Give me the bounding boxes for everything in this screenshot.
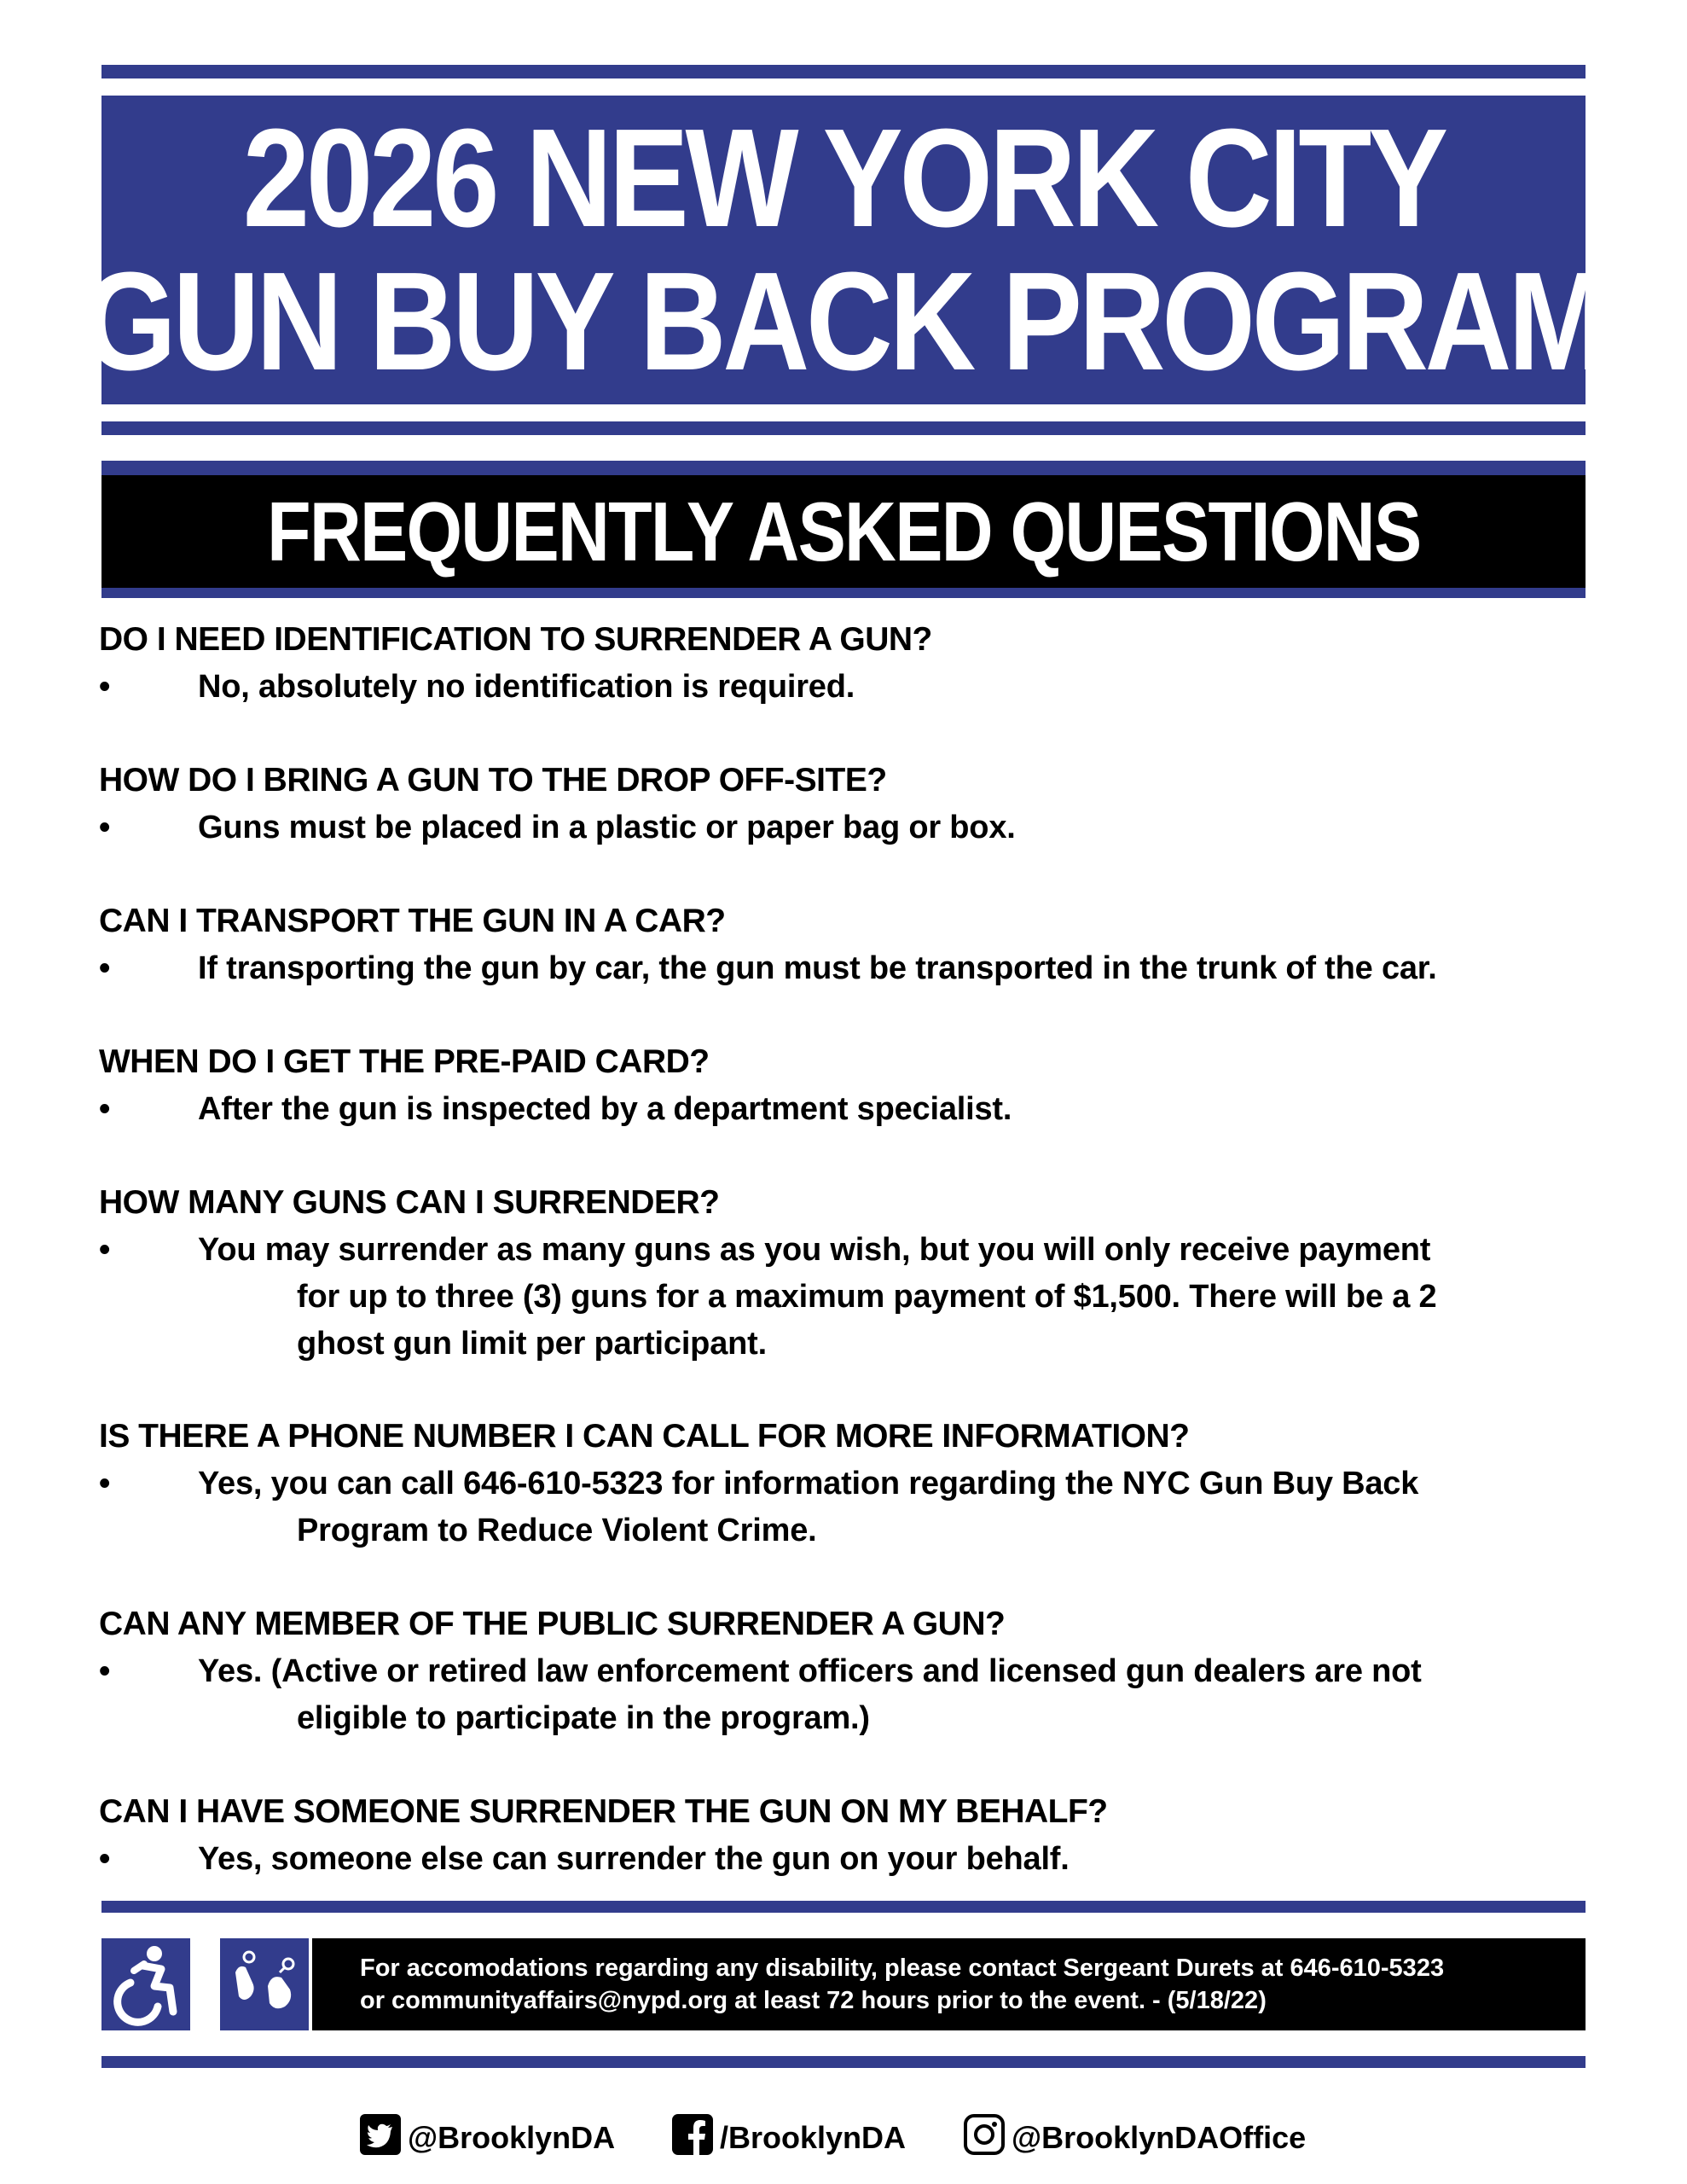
answer-line: After the gun is inspected by a department specialist. — [198, 1091, 1012, 1127]
social-twitter[interactable] — [360, 2114, 615, 2162]
footer-bottom-rule — [101, 2056, 1586, 2068]
faq-question: IS THERE A PHONE NUMBER I CAN CALL FOR MORE INFORMATION? — [99, 1418, 1190, 1455]
accessibility-line-1: For accomodations regarding any disability, please contact Sergeant Durets at 646-610-5323 — [360, 1955, 1445, 1982]
title-bottom-rule — [101, 421, 1586, 435]
faq-item — [99, 1788, 1108, 1883]
answer-line: ghost gun limit per participant. — [297, 1326, 767, 1362]
faq-answer — [99, 945, 1437, 992]
faq-answer — [99, 1086, 1012, 1133]
wheelchair-icon — [101, 1938, 190, 2030]
faq-top-rule — [101, 461, 1586, 475]
answer-line: Yes. (Active or retired law enforcement officers and licensed gun dealers are not — [198, 1653, 1422, 1689]
answer-line: You may surrender as many guns as you wish, but you will only receive payment — [198, 1232, 1431, 1268]
bullet: • — [99, 1091, 111, 1127]
faq-item — [99, 1413, 1418, 1554]
bullet: • — [99, 669, 111, 705]
faq-question: WHEN DO I GET THE PRE-PAID CARD? — [99, 1043, 710, 1080]
twitter-icon — [360, 2114, 401, 2163]
bullet: • — [99, 810, 111, 845]
faq-answer — [99, 1648, 1422, 1742]
social-facebook[interactable] — [672, 2114, 906, 2162]
faq-question: HOW MANY GUNS CAN I SURRENDER? — [99, 1184, 720, 1221]
answer-line: If transporting the gun by car, the gun must be transported in the trunk of the car. — [198, 950, 1437, 986]
faq-heading-banner — [101, 475, 1586, 588]
faq-question: HOW DO I BRING A GUN TO THE DROP OFF-SITE? — [99, 762, 887, 799]
facebook-icon — [672, 2114, 713, 2163]
faq-item — [99, 757, 1016, 851]
faq-item — [99, 1179, 1436, 1368]
faq-answer — [99, 1836, 1108, 1883]
faq-bottom-rule — [101, 588, 1586, 598]
bullet: • — [99, 1466, 111, 1502]
sign-language-icon — [220, 1938, 309, 2030]
faq-item — [99, 1038, 1012, 1133]
answer-line: eligible to participate in the program.) — [297, 1700, 870, 1736]
top-rule — [101, 65, 1586, 78]
faq-question: CAN I HAVE SOMEONE SURRENDER THE GUN ON MY BEHALF? — [99, 1793, 1108, 1830]
accessibility-notice — [312, 1938, 1586, 2030]
bullet: • — [99, 1653, 111, 1689]
faq-answer — [99, 1227, 1436, 1368]
bullet: • — [99, 1841, 111, 1877]
faq-item — [99, 1600, 1422, 1742]
answer-line: No, absolutely no identification is required. — [198, 669, 855, 705]
answer-line: Yes, you can call 646-610-5323 for information regarding the NYC Gun Buy Back — [198, 1466, 1419, 1502]
accessibility-line-2: or communityaffairs@nypd.org at least 72 hours prior to the event. - (5/18/22) — [360, 1987, 1267, 2014]
facebook-handle: /BrooklynDA — [720, 2120, 907, 2155]
faq-heading: FREQUENTLY ASKED QUESTIONS — [266, 484, 1421, 578]
faq-answer — [99, 1461, 1418, 1554]
faq-answer — [99, 804, 1016, 851]
instagram-icon — [964, 2114, 1005, 2163]
answer-line: Guns must be placed in a plastic or paper bag or box. — [198, 810, 1016, 845]
bullet: • — [99, 1232, 111, 1268]
faq-answer — [99, 664, 932, 711]
bullet: • — [99, 950, 111, 986]
twitter-handle: @BrooklynDA — [408, 2120, 616, 2155]
title-line-1: 2026 NEW YORK CITY — [242, 100, 1445, 256]
instagram-handle: @BrooklynDAOffice — [1012, 2120, 1307, 2155]
faq-question: DO I NEED IDENTIFICATION TO SURRENDER A GUN? — [99, 621, 932, 658]
title-banner — [82, 96, 1605, 404]
faq-item — [99, 897, 1437, 992]
faq-question: CAN I TRANSPORT THE GUN IN A CAR? — [99, 903, 726, 939]
faq-item — [99, 616, 932, 711]
title-line-2: GUN BUY BACK PROGRAM — [82, 243, 1605, 399]
answer-line: Program to Reduce Violent Crime. — [297, 1513, 817, 1548]
social-instagram[interactable] — [964, 2114, 1306, 2162]
answer-line: for up to three (3) guns for a maximum payment of $1,500. There will be a 2 — [297, 1279, 1437, 1315]
answer-line: Yes, someone else can surrender the gun on your behalf. — [198, 1841, 1070, 1877]
footer-top-rule — [101, 1901, 1586, 1913]
faq-question: CAN ANY MEMBER OF THE PUBLIC SURRENDER A GUN? — [99, 1606, 1006, 1642]
